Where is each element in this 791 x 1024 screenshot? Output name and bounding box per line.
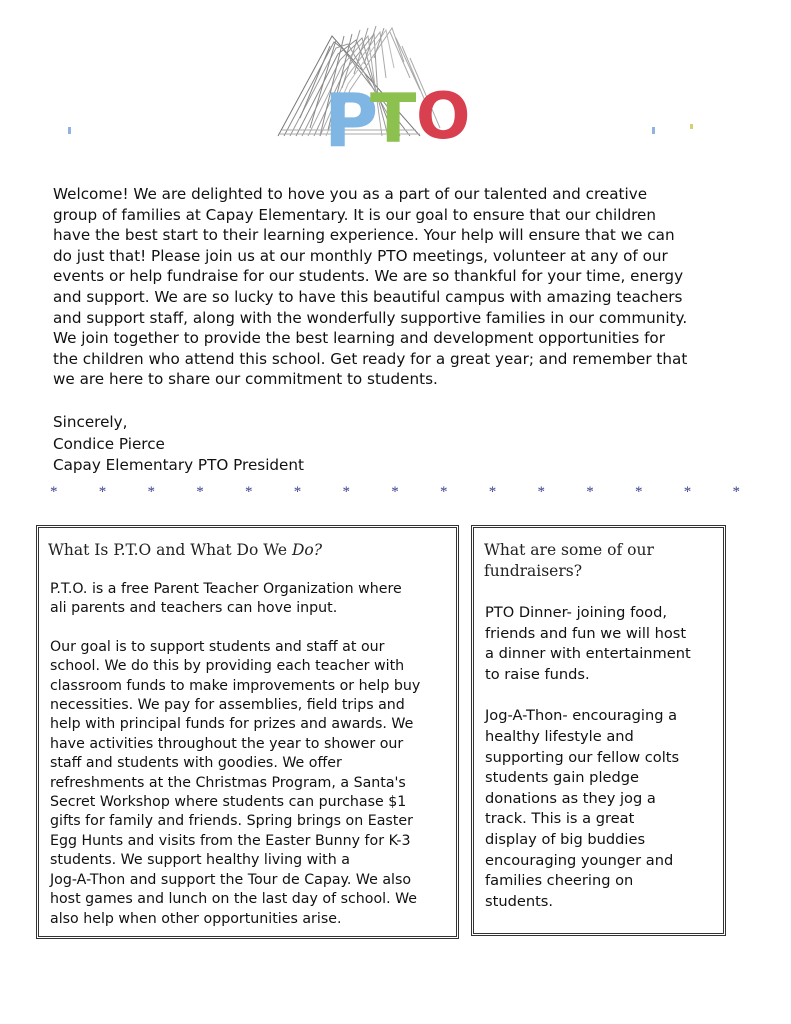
signature-closing: Sincerely, (53, 413, 128, 431)
welcome-message: Welcome! We are delighted to hove you as a part of our talented and creative group of families at Capay Elementary. It is our goal to ensure that our children have the best start to their learning experience. Your help will ensure that we can do just that! Please join us at our monthly PTO meetings, volunteer at any of our events or help fundraise for our students. We are so thankful for your time, energy and support. We are so lucky to have this beautiful campus with amazing teachers and support staff, along with the wonderfully supportive families in our community. We join together to provide the best learning and development opportunities for the children who attend this school. Get ready for a great year; and remember that we are here to share our commitment to students. (53, 185, 688, 389)
star-divider-glyph: * (488, 484, 497, 500)
what-is-pto-box (36, 525, 459, 939)
decor-speck (68, 127, 71, 134)
star-divider-glyph: * (391, 484, 399, 500)
star-divider-glyph: * (537, 484, 545, 500)
star-divider-glyph: * (147, 484, 155, 500)
pto-logo (270, 18, 480, 168)
decor-speck (690, 124, 693, 129)
what-is-pto-body (50, 580, 448, 948)
decor-speck (652, 127, 655, 134)
star-divider-glyph: * (245, 484, 253, 500)
paragraph: PTO Dinner- joining food, friends and fun we will host a dinner with entertainment to raise funds. (485, 604, 691, 683)
star-divider-glyph: * (293, 484, 302, 500)
heading-emphasis: Do? (292, 541, 323, 559)
star-divider-glyph: * (683, 484, 692, 500)
signature-name: Condice Pierce (53, 434, 165, 453)
star-divider-glyph: * (50, 484, 58, 500)
paragraph: P.T.O. is a free Parent Teacher Organization where ali parents and teachers can hove input. (50, 581, 402, 617)
heading-text: What Is P.T.O and What Do We (48, 541, 292, 559)
star-divider-glyph: * (635, 484, 643, 500)
star-divider-glyph: * (440, 484, 448, 500)
star-divider-glyph: * (342, 484, 350, 500)
fundraisers-body (485, 603, 720, 933)
paragraph: Jog-A-Thon- encouraging a healthy lifestyle and supporting our fellow colts students gain pledge donations as they jog a track. This is a great display of big buddies encouraging younger and families cheering on students. (485, 707, 680, 910)
what-is-pto-heading (48, 540, 322, 561)
star-divider-glyph: * (586, 484, 594, 500)
pto-letter-p: P (324, 78, 379, 164)
signature-role: Capay Elementary PTO President (53, 456, 304, 474)
fundraisers-box (471, 525, 726, 936)
star-divider-glyph: * (196, 484, 204, 500)
fundraisers-heading: What are some of our fundraisers? (484, 541, 654, 580)
pto-letter-o: O (416, 80, 471, 154)
pto-letter-t: T (370, 80, 417, 159)
star-divider-glyph: * (98, 484, 107, 500)
signature-block (53, 412, 304, 477)
star-divider (50, 484, 740, 501)
paragraph: Our goal is to support students and staff at our school. We do this by providing each teacher with classroom funds to make improvements or help buy necessities. We pay for assemblies, field trips and help with principal funds for prizes and awards. We have activities throughout the year to shower our staff and students with goodies. We offer refreshments at the Christmas Program, a Santa's Secret Workshop where students can purchase $1 gifts for family and friends. Spring brings on Easter Egg Hunts and visits from the Easter Bunny for K-3 students. We support healthy living with a Jog-A-Thon and support the Tour de Capay. We also host games and lunch on the last day of school. We also help when other opportunities arise. (50, 638, 421, 927)
star-divider-glyph: * (732, 484, 740, 500)
